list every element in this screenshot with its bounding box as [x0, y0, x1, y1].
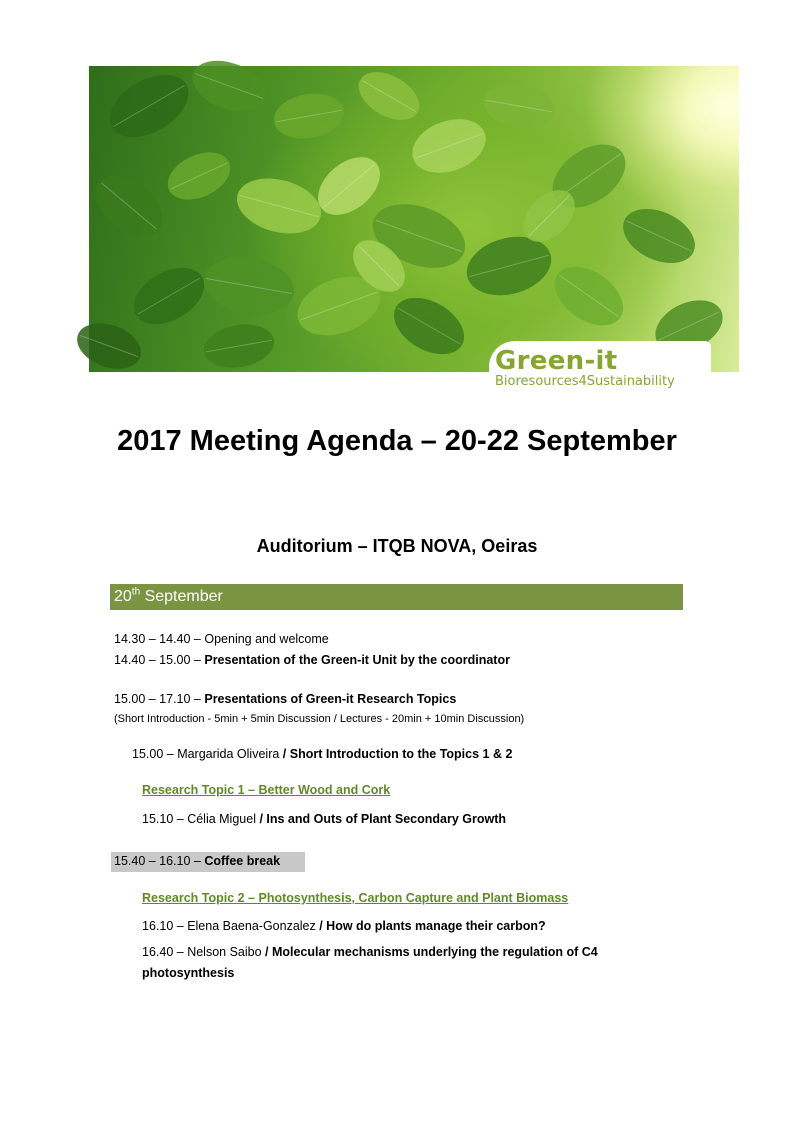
day-suffix: th	[131, 586, 141, 598]
agenda-item: 15.10 – Célia Miguel / Ins and Outs of Plant Secondary Growth	[142, 812, 507, 826]
day-number: 20	[114, 588, 132, 605]
agenda-item: 15.00 – 17.10 – Presentations of Green-it Research Topics	[114, 692, 457, 706]
research-topic-heading: Research Topic 2 – Photosynthesis, Carbon Capture and Plant Biomass	[142, 891, 569, 905]
agenda-item: 16.10 – Elena Baena-Gonzalez / How do plants manage their carbon?	[142, 919, 546, 933]
agenda-item-continuation: photosynthesis	[142, 966, 235, 980]
agenda-item: 16.40 – Nelson Saibo / Molecular mechanisms underlying the regulation of C4	[142, 945, 598, 959]
day-month: September	[140, 588, 223, 605]
agenda-item: 14.40 – 15.00 – Presentation of the Green-it Unit by the coordinator	[114, 653, 510, 667]
research-topic-heading: Research Topic 1 – Better Wood and Cork	[142, 783, 391, 797]
page-title: 2017 Meeting Agenda – 20-22 September	[117, 425, 677, 457]
agenda-note: (Short Introduction - 5min + 5min Discussion / Lectures - 20min + 10min Discussion)	[114, 713, 525, 725]
venue-heading: Auditorium – ITQB NOVA, Oeiras	[256, 536, 538, 556]
agenda-item-coffee-break: 15.40 – 16.10 – Coffee break	[114, 854, 281, 868]
agenda-item: 14.30 – 14.40 – Opening and welcome	[114, 632, 329, 646]
header-banner-image	[89, 66, 739, 389]
logo-tagline: Bioresources4Sustainability	[495, 374, 675, 389]
leaves-illustration	[89, 66, 739, 372]
logo-name: Green-it	[495, 346, 618, 376]
day-header	[110, 584, 683, 610]
agenda-item: 15.00 – Margarida Oliveira / Short Introduction to the Topics 1 & 2	[132, 747, 513, 761]
